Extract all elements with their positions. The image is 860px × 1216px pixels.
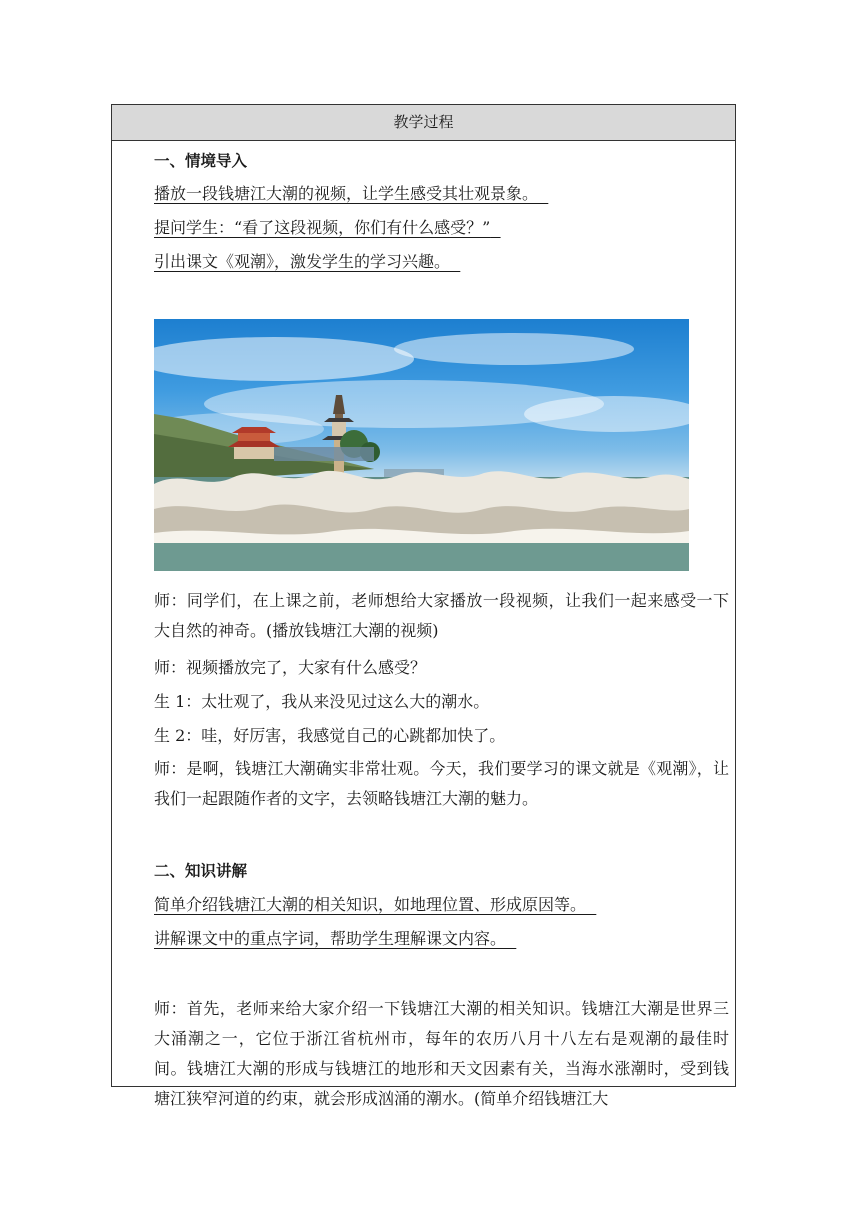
section2-heading: 二、知识讲解	[154, 862, 248, 880]
section1-line-2: 提问学生：“看了这段视频，你们有什么感受？”	[154, 218, 491, 237]
dialogue-line-3: 生 1：太壮观了，我从来没见过这么大的潮水。	[154, 692, 490, 711]
dialogue-line-1: 师：同学们，在上课之前，老师想给大家播放一段视频，让我们一起来感受一下大自然的神奇。(播放钱塘江大潮的视频)	[154, 591, 729, 640]
section1-line-1: 播放一段钱塘江大潮的视频，让学生感受其壮观景象。	[154, 184, 539, 203]
dialogue-line-4: 生 2：哇，好厉害，我感觉自己的心跳都加快了。	[154, 726, 506, 745]
section1-line-3: 引出课文《观潮》，激发学生的学习兴趣。	[154, 252, 451, 271]
table-header: 教学过程	[112, 105, 735, 141]
section1-heading: 一、情境导入	[154, 152, 248, 170]
lesson-table	[111, 104, 736, 1108]
dialogue-line-5: 师：是啊，钱塘江大潮确实非常壮观。今天，我们要学习的课文就是《观潮》，让我们一起跟随作者的文字，去领略钱塘江大潮的魅力。	[154, 759, 729, 808]
section2-line-1: 简单介绍钱塘江大潮的相关知识，如地理位置、形成原因等。	[154, 895, 587, 914]
dialogue-line-2: 师：视频播放完了，大家有什么感受？	[154, 658, 427, 677]
tide-photo	[154, 319, 689, 571]
knowledge-paragraph: 师：首先，老师来给大家介绍一下钱塘江大潮的相关知识。钱塘江大潮是世界三大涌潮之一，它位于浙江省杭州市，每年的农历八月十八左右是观潮的最佳时间。钱塘江大潮的形成与钱塘江的地形和天文因素有关，当海水涨潮时，受到钱塘江狭窄河道的约束，就会形成汹涌的潮水。(简单介绍钱塘江大	[154, 999, 729, 1108]
section2-line-2: 讲解课文中的重点字词，帮助学生理解课文内容。	[154, 929, 507, 948]
